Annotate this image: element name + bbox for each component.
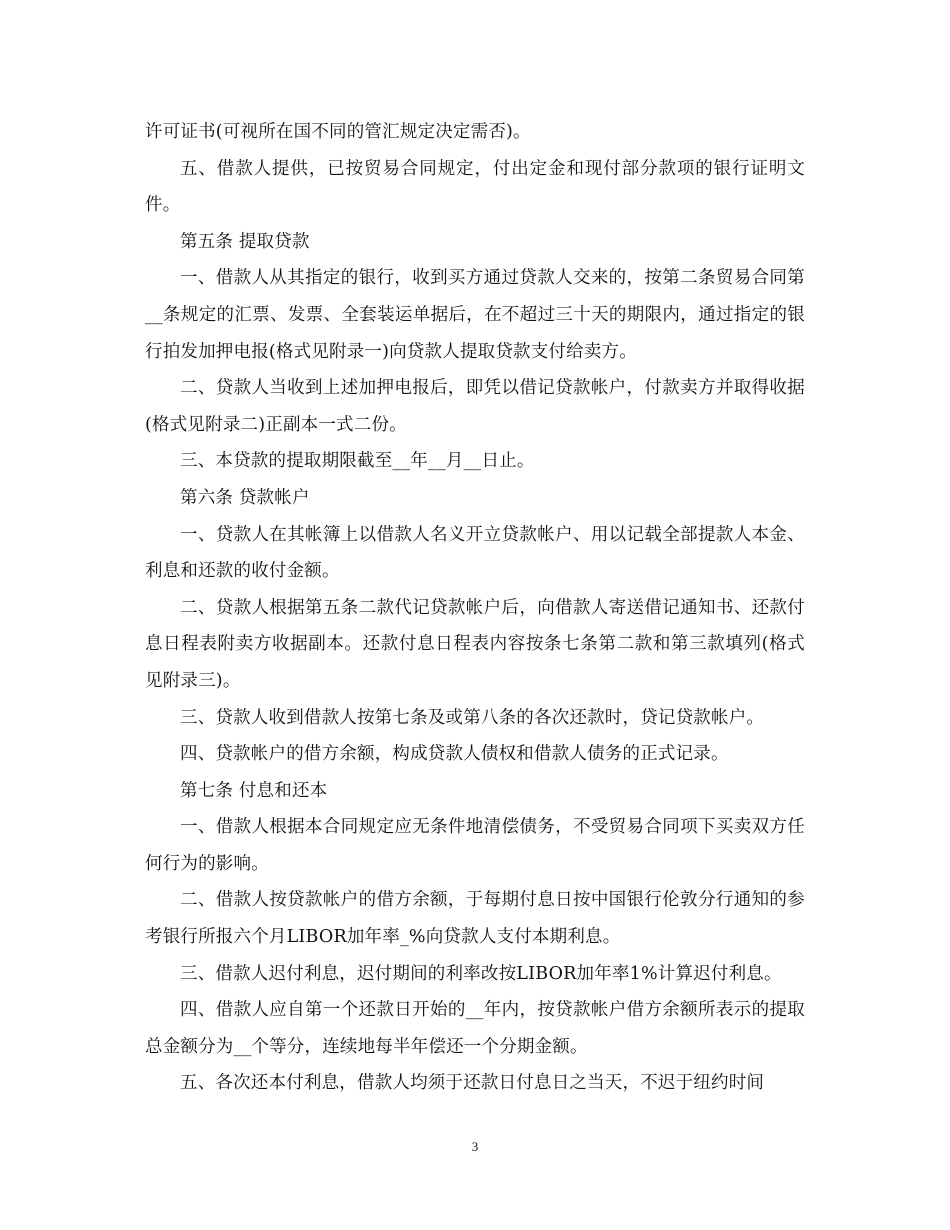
paragraph-14: 二、借款人按贷款帐户的借方余额，于每期付息日按中国银行伦敦分行通知的参考银行所报六个月LIBOR加年率_%向贷款人支付本期利息。 bbox=[145, 890, 805, 948]
paragraph-6: 三、本贷款的提取期限截至__年__月__日止。 bbox=[180, 451, 535, 472]
paragraph-4: 一、借款人从其指定的银行，收到买方通过贷款人交来的，按第二条贸易合同第__条规定的汇票、发票、全套装运单据后，在不超过三十天的期限内，通过指定的银行拍发加押电报(格式见附录一)向贷款人提取贷款支付给卖方。 bbox=[145, 268, 805, 362]
paragraph-2: 五、借款人提供，已按贸易合同规定，付出定金和现付部分款项的银行证明文件。 bbox=[145, 158, 805, 216]
paragraph-11: 四、贷款帐户的借方余额，构成贷款人债权和借款人债务的正式记录。 bbox=[180, 744, 729, 765]
paragraph-13: 一、借款人根据本合同规定应无条件地清偿债务，不受贸易合同项下买卖双方任何行为的影响。 bbox=[145, 817, 805, 874]
article-6-heading: 第六条 贷款帐户 bbox=[180, 487, 310, 508]
page-number: 3 bbox=[471, 1139, 479, 1154]
document-body bbox=[145, 114, 805, 1102]
paragraph-5: 二、贷款人当收到上述加押电报后，即凭以借记贷款帐户，付款卖方并取得收据(格式见附录二)正副本一式二份。 bbox=[145, 378, 805, 435]
paragraph-15: 三、借款人迟付利息，迟付期间的利率改按LIBOR加年率1%计算迟付利息。 bbox=[180, 963, 782, 984]
paragraph-16: 四、借款人应自第一个还款日开始的__年内，按贷款帐户借方余额所表示的提取总金额分为__个等分，连续地每半年偿还一个分期金额。 bbox=[145, 1000, 805, 1057]
article-7-heading: 第七条 付息和还本 bbox=[180, 780, 328, 801]
paragraph-17: 五、各次还本付利息，借款人均须于还款日付息日之当天，不迟于纽约时间 bbox=[180, 1073, 765, 1094]
paragraph-1: 许可证书(可视所在国不同的管汇规定决定需否)。 bbox=[145, 122, 531, 142]
paragraph-9: 二、贷款人根据第五条二款代记贷款帐户后，向借款人寄送借记通知书、还款付息日程表附卖方收据副本。还款付息日程表内容按条七条第二款和第三款填列(格式见附录三)。 bbox=[145, 597, 805, 691]
article-5-heading: 第五条 提取贷款 bbox=[180, 231, 310, 252]
paragraph-10: 三、贷款人收到借款人按第七条及或第八条的各次还款时，贷记贷款帐户。 bbox=[180, 707, 765, 728]
paragraph-8: 一、贷款人在其帐簿上以借款人名义开立贷款帐户、用以记载全部提款人本金、利息和还款的收付金额。 bbox=[145, 524, 805, 582]
